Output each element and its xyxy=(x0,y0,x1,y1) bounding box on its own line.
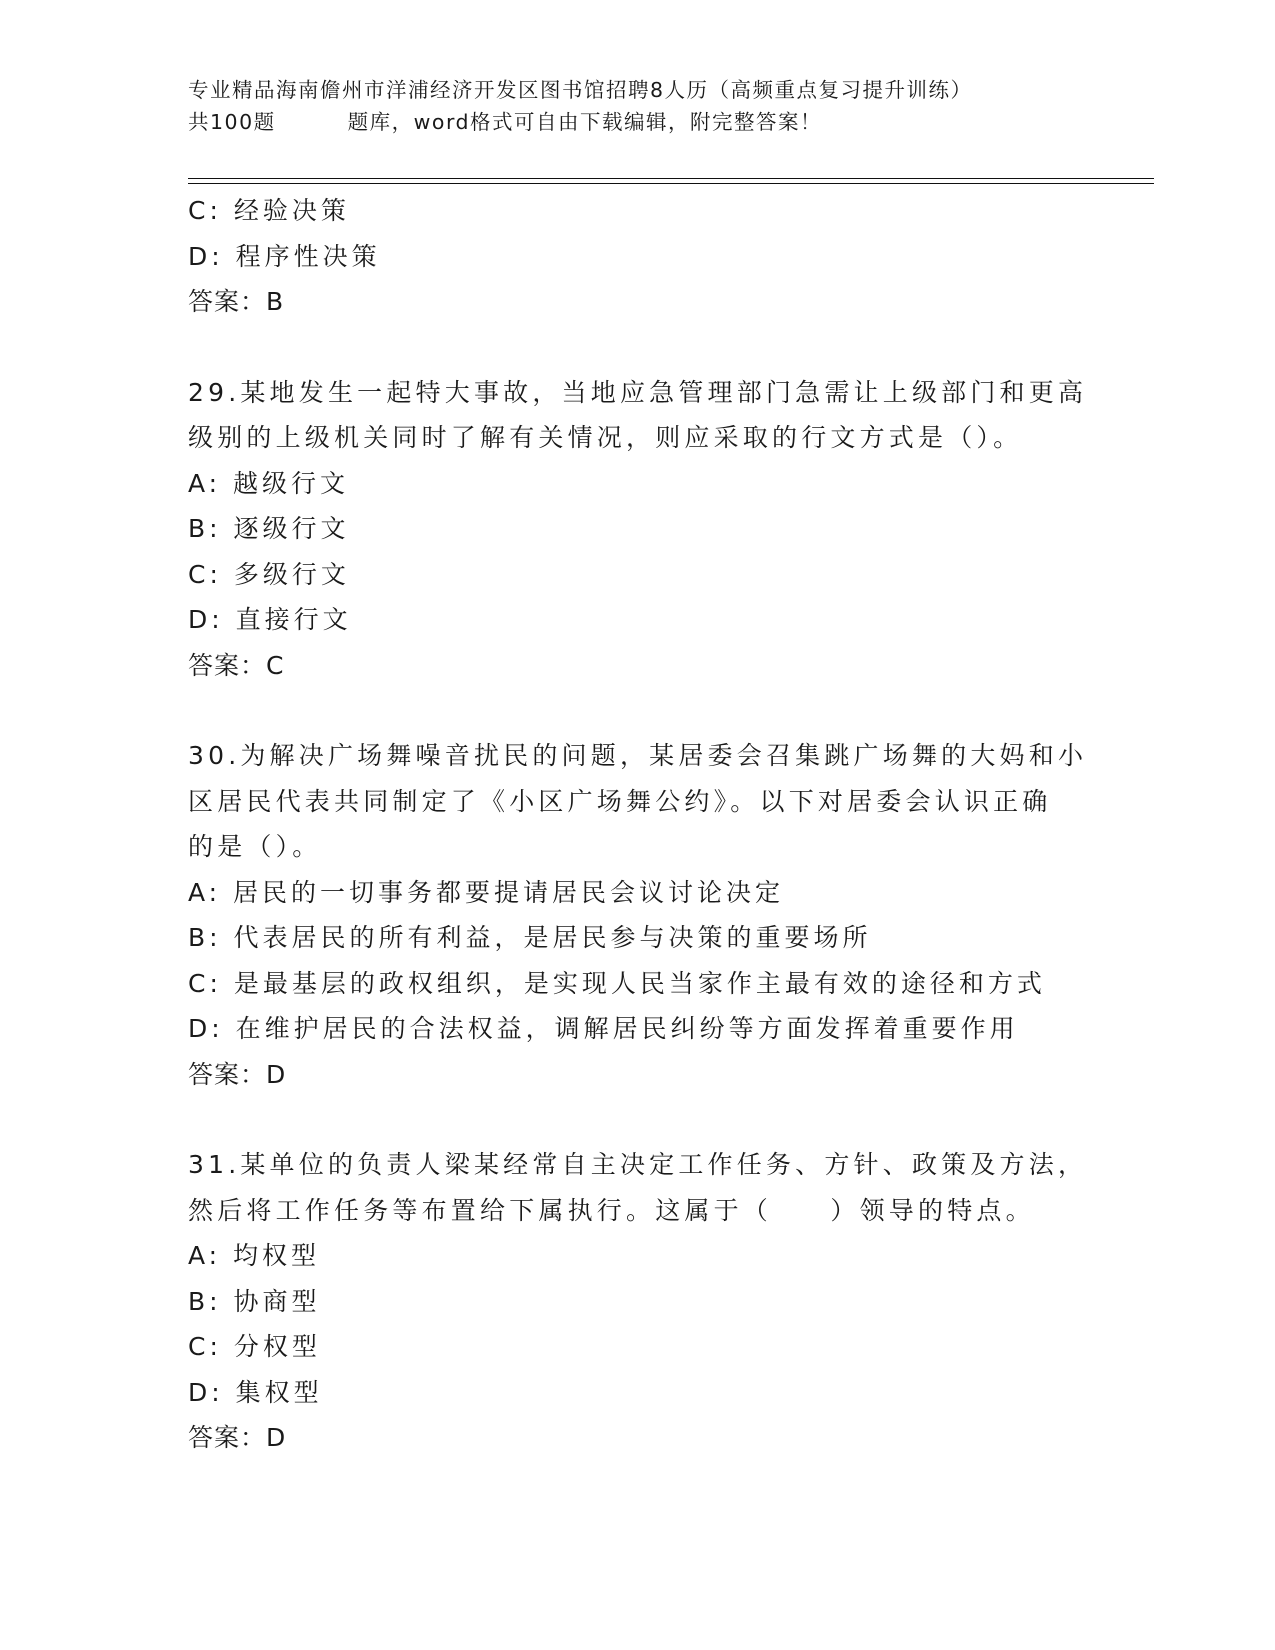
answer-line: 答案：D xyxy=(188,1059,287,1089)
option-a: A: 均权型 xyxy=(188,1241,321,1270)
answer-line: 答案：C xyxy=(188,650,285,680)
option-b: B: 代表居民的所有利益，是居民参与决策的重要场所 xyxy=(188,923,872,952)
option-d: D: 程序性决策 xyxy=(188,241,381,271)
header-divider-top xyxy=(188,178,1154,179)
header-description: 题库，word格式可自由下载编辑，附完整答案！ xyxy=(347,110,823,134)
header-question-count: 共100题 xyxy=(188,110,276,134)
header-title-line-1: 专业精品海南儋州市洋浦经济开发区图书馆招聘8人历（高频重点复习提升训练） xyxy=(188,78,973,102)
question-stem-line: 的是（）。 xyxy=(188,832,322,861)
answer-line: 答案：D xyxy=(188,1423,287,1452)
document-body xyxy=(188,188,1088,1461)
header-title-line-2 xyxy=(188,106,1088,138)
option-a: A: 居民的一切事务都要提请居民会议讨论决定 xyxy=(188,877,785,907)
option-d: D: 直接行文 xyxy=(188,605,352,634)
option-b: B: 协商型 xyxy=(188,1286,321,1316)
header-divider-bottom xyxy=(188,183,1154,184)
question-stem-line: 区居民代表共同制定了《小区广场舞公约》。以下对居委会认识正确 xyxy=(188,786,1052,816)
document-header xyxy=(188,74,1088,138)
question-stem-line: 级别的上级机关同时了解有关情况，则应采取的行文方式是（）。 xyxy=(188,423,1023,452)
option-c: C: 分权型 xyxy=(188,1332,321,1361)
option-c: C: 是最基层的政权组织，是实现人民当家作主最有效的途径和方式 xyxy=(188,968,1046,998)
question-stem-line: 30.为解决广场舞噪音扰民的问题，某居委会召集跳广场舞的大妈和小 xyxy=(188,741,1088,770)
option-d: D: 集权型 xyxy=(188,1377,323,1407)
question-29 xyxy=(188,370,1088,689)
question-30 xyxy=(188,733,1088,1097)
option-c: C: 多级行文 xyxy=(188,559,350,589)
question-stem-line: 然后将工作任务等布置给下属执行。这属于（ ）领导的特点。 xyxy=(188,1195,1035,1225)
question-stem-line: 29.某地发生一起特大事故，当地应急管理部门急需让上级部门和更高 xyxy=(188,377,1088,407)
question-stem-line: 31.某单位的负责人梁某经常自主决定工作任务、方针、政策及方法， xyxy=(188,1150,1088,1179)
option-d: D: 在维护居民的合法权益，调解居民纠纷等方面发挥着重要作用 xyxy=(188,1014,1019,1043)
question-31 xyxy=(188,1142,1088,1461)
option-c: C: 经验决策 xyxy=(188,196,350,225)
option-b: B: 逐级行文 xyxy=(188,514,350,543)
answer-line: 答案：B xyxy=(188,287,285,316)
question-28-continued xyxy=(188,188,1088,325)
option-a: A: 越级行文 xyxy=(188,468,350,498)
